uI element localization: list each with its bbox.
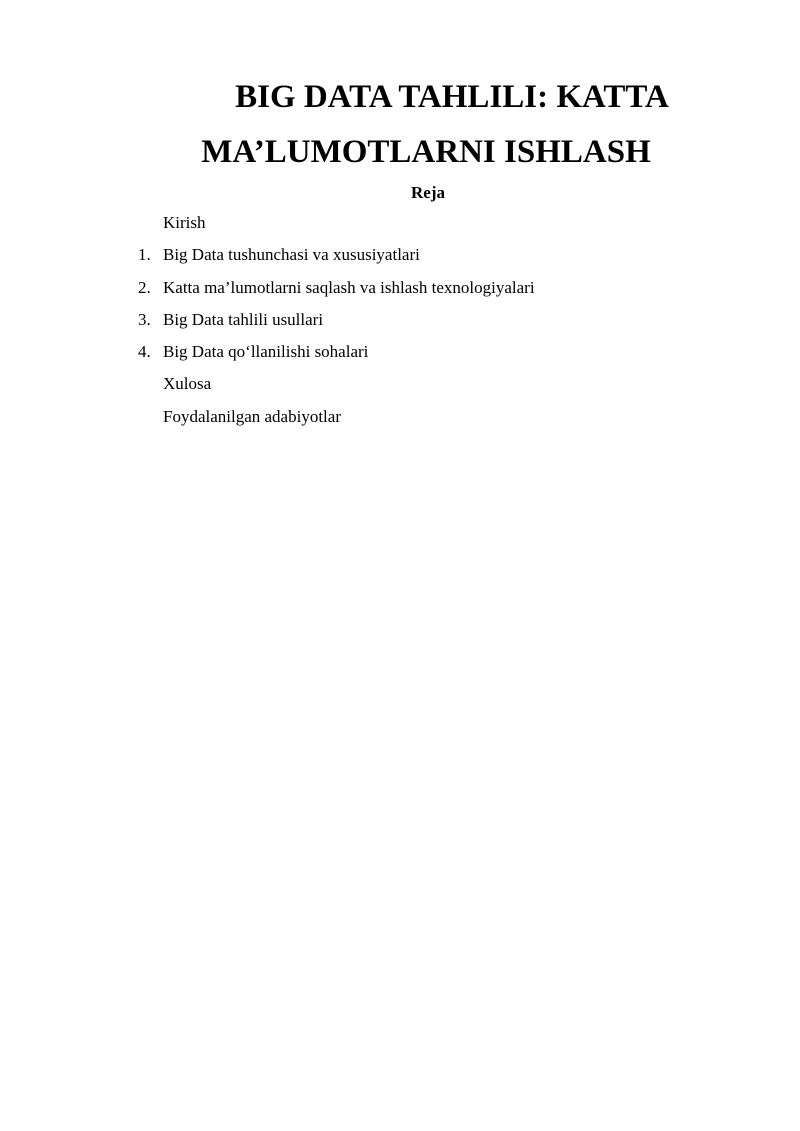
toc-item-number: 4. [138, 342, 151, 361]
toc-item-introduction [0, 211, 800, 235]
toc-item-number: 1. [138, 245, 151, 264]
plan-heading: Reja [411, 183, 445, 202]
toc-item-conclusion [0, 372, 800, 396]
toc-item-text: Foydalanilgan adabiyotlar [163, 407, 341, 426]
toc-item-text: Big Data tahlili usullari [163, 310, 324, 329]
toc-item-number: 2. [138, 278, 151, 297]
toc-item-text: Kirish [163, 213, 206, 232]
document-title-line-2: MA’LUMOTLARNI ISHLASH [201, 134, 651, 170]
toc-item-text: Katta ma’lumotlarni saqlash va ishlash texnologiyalari [163, 278, 535, 297]
toc-item-text: Xulosa [163, 374, 212, 393]
toc-item-number: 3. [138, 310, 151, 329]
toc-item-3 [0, 308, 800, 332]
toc-item-text: Big Data tushunchasi va xususiyatlari [163, 245, 420, 264]
toc-item-1 [0, 243, 800, 267]
document-title-line-1: BIG DATA TAHLILI: KATTA [235, 79, 669, 115]
toc-item-4 [0, 340, 800, 364]
toc-item-references [0, 405, 800, 429]
toc-item-2 [0, 276, 800, 300]
toc-item-text: Big Data qo‘llanilishi sohalari [163, 342, 369, 361]
